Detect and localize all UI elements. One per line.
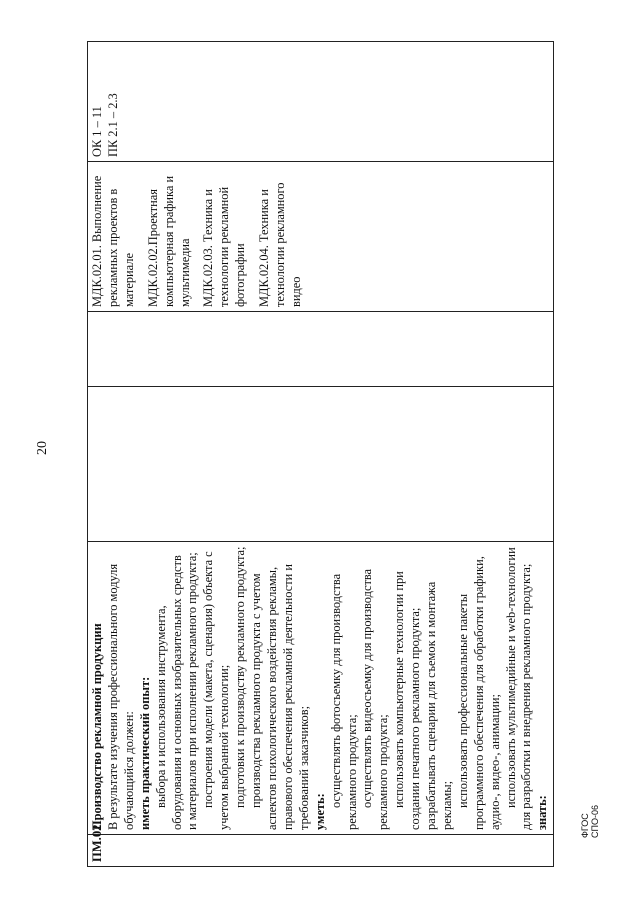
- competency-item: ОК 1 – 11: [90, 106, 104, 157]
- table-row: [88, 42, 554, 867]
- knowledge-heading: знать:: [535, 795, 550, 830]
- page-number: 20: [35, 441, 50, 455]
- experience-heading: иметь практический опыт:: [137, 676, 152, 830]
- course-item: МДК.02.02.Проектная компьютерная графика и мультимедиа: [145, 175, 192, 307]
- list-item: использовать мультимедийные и web-технологии для разработки и внедрения рекламного продукта;: [503, 547, 534, 830]
- list-item: производства рекламного продукта с учетом аспектов психологического воздействия рекламы, правового обеспечения рекламной деятельности и требований заказчиков;: [249, 563, 311, 830]
- curriculum-table: [87, 41, 554, 867]
- footer-code: ФГОС СПО-06: [580, 805, 600, 838]
- module-content-cell: [88, 542, 554, 835]
- course-item: МДК.02.03. Техника и технологии рекламной фотографии: [201, 186, 248, 307]
- course-item: МДК.02.01. Выполнение рекламных проектов в материале: [90, 175, 136, 307]
- list-item: осуществлять фотосъемку для производства рекламного продукта;: [328, 573, 359, 830]
- module-code-cell: [88, 824, 554, 867]
- empty-cell: [88, 387, 554, 542]
- list-item: выбора и использования инструмента, оборудования и основных изобразительных средств и материалов при исполнении рекламного продукта;: [153, 552, 200, 830]
- skills-heading: уметь:: [312, 793, 327, 830]
- list-item: осуществлять видеосъемку для производства рекламного продукта;: [360, 568, 391, 830]
- module-intro: В результате изучения профессионального модуля обучающийся должен:: [105, 563, 136, 830]
- curriculum-table-rotated: [87, 42, 550, 867]
- module-code: ПМ.02: [90, 824, 104, 862]
- course-item: МДК.02.04. Техника и технологии рекламного видео: [257, 182, 303, 307]
- list-item: использовать профессиональные пакеты программного обеспечения для обработки графики, аудио-, видео-, анимации;: [455, 556, 502, 830]
- list-item: подготовки к производству рекламного продукта;: [233, 546, 248, 808]
- empty-cell: [88, 312, 554, 387]
- courses-cell: [88, 162, 554, 312]
- list-item: использовать компьютерные технологии при создании печатного рекламного продукта;: [392, 571, 423, 830]
- list-item: разрабатывать сценарии для съемок и монтажа рекламы;: [424, 581, 454, 830]
- list-item: построения модели (макета, сценария) объекта с учетом выбранной технологии;: [201, 551, 232, 830]
- competency-item: ПК 2.1 – 2.3: [105, 93, 120, 157]
- module-title: Производство рекламной продукции: [90, 623, 104, 830]
- competencies-cell: [88, 42, 554, 162]
